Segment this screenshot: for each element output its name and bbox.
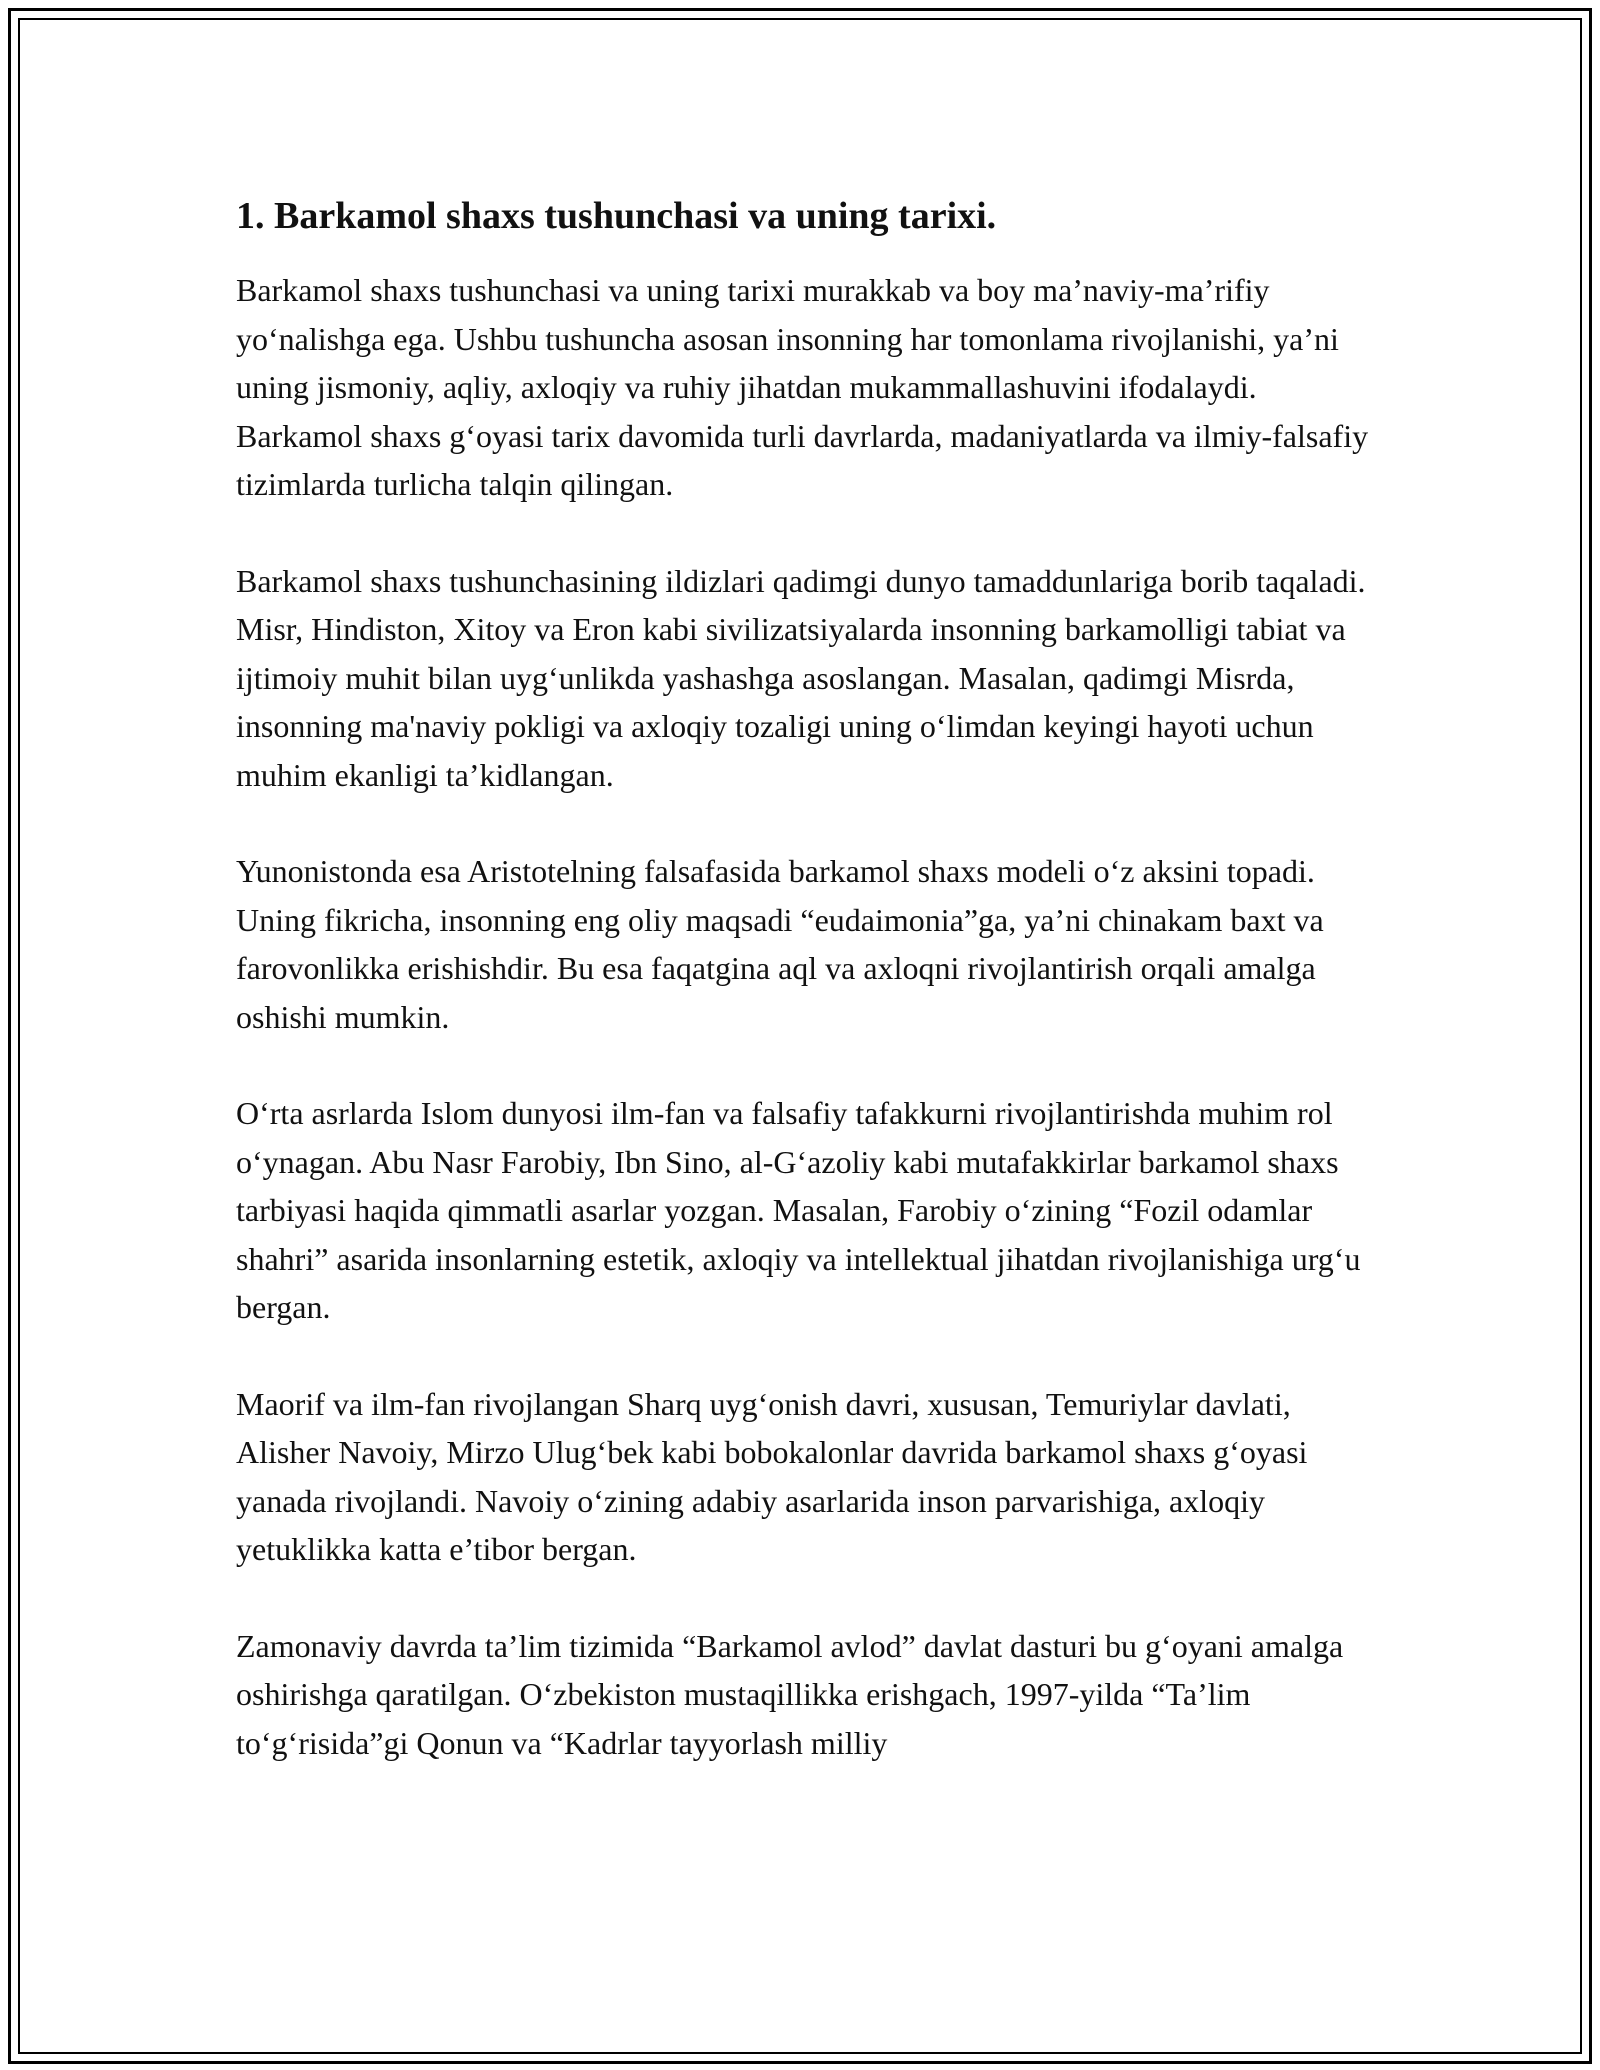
paragraph-definition: Barkamol shaxs tushunchasi va uning tarixi murakkab va boy ma’naviy-ma’rifiy yo‘nalishga ega. Ushbu tushuncha asosan insonning har tomonlama rivojlanishi, ya’ni uning jismoniy, aqliy, axloqiy va ruhiy jihatdan mukammallashuvini ifodalaydi. Barkamol shaxs g‘oyasi tarix davomida turli davrlarda, madaniyatlarda va ilmiy-falsafiy tizimlarda turlicha talqin qilingan. xyxy=(236,272,1369,502)
paragraph-ancient-roots: Barkamol shaxs tushunchasining ildizlari qadimgi dunyo tamaddunlariga borib taqaladi. Misr, Hindiston, Xitoy va Eron kabi sivilizatsiyalarda insonning barkamolligi tabiat va ijtimoiy muhit bilan uyg‘unlikda yashashga asoslangan. Masalan, qadimgi Misrda, insonning ma'naviy pokligi va axloqiy tozaligi uning o‘limdan keyingi hayoti uchun muhim ekanligi ta’kidlangan. xyxy=(236,562,1366,793)
section-heading: 1. Barkamol shaxs tushunchasi va uning tarixi. xyxy=(236,195,997,237)
paragraph-middle-ages: O‘rta asrlarda Islom dunyosi ilm-fan va falsafiy tafakkurni rivojlantirishda muhim rol o‘ynagan. Abu Nasr Farobiy, Ibn Sino, al-G‘azoliy kabi mutafakkirlar barkamol shaxs tarbiyasi haqida qimmatli asarlar yozgan. Masalan, Farobiy o‘zining “Fozil odamlar shahri” asarida insonlarning estetik, axloqiy va intellektual jihatdan rivojlanishiga urg‘u bergan. xyxy=(236,1095,1361,1325)
paragraph-modern-era: Zamonaviy davrda ta’lim tizimida “Barkamol avlod” davlat dasturi bu g‘oyani amalga oshirishga qaratilgan. O‘zbekiston mustaqillikka erishgach, 1997-yilda “Ta’lim to‘g‘risida”gi Qonun va “Kadrlar tayyorlash milliy xyxy=(236,1627,1344,1761)
paragraph-greece: Yunonistonda esa Aristotelning falsafasida barkamol shaxs modeli o‘z aksini topadi. Uning fikricha, insonning eng oliy maqsadi “eudaimonia”ga, ya’ni chinakam baxt va farovonlikka erishishdir. Bu esa faqatgina aql va axloqni rivojlantirish orqali amalga oshishi mumkin. xyxy=(236,853,1324,1035)
paragraph-renaissance: Maorif va ilm-fan rivojlangan Sharq uyg‘onish davri, xususan, Temuriylar davlati, Alisher Navoiy, Mirzo Ulug‘bek kabi bobokalonlar davrida barkamol shaxs g‘oyasi yanada rivojlandi. Navoiy o‘zining adabiy asarlarida inson parvarishiga, axloqiy yetuklikka katta e’tibor bergan. xyxy=(236,1385,1308,1567)
document-body xyxy=(236,190,1372,1815)
